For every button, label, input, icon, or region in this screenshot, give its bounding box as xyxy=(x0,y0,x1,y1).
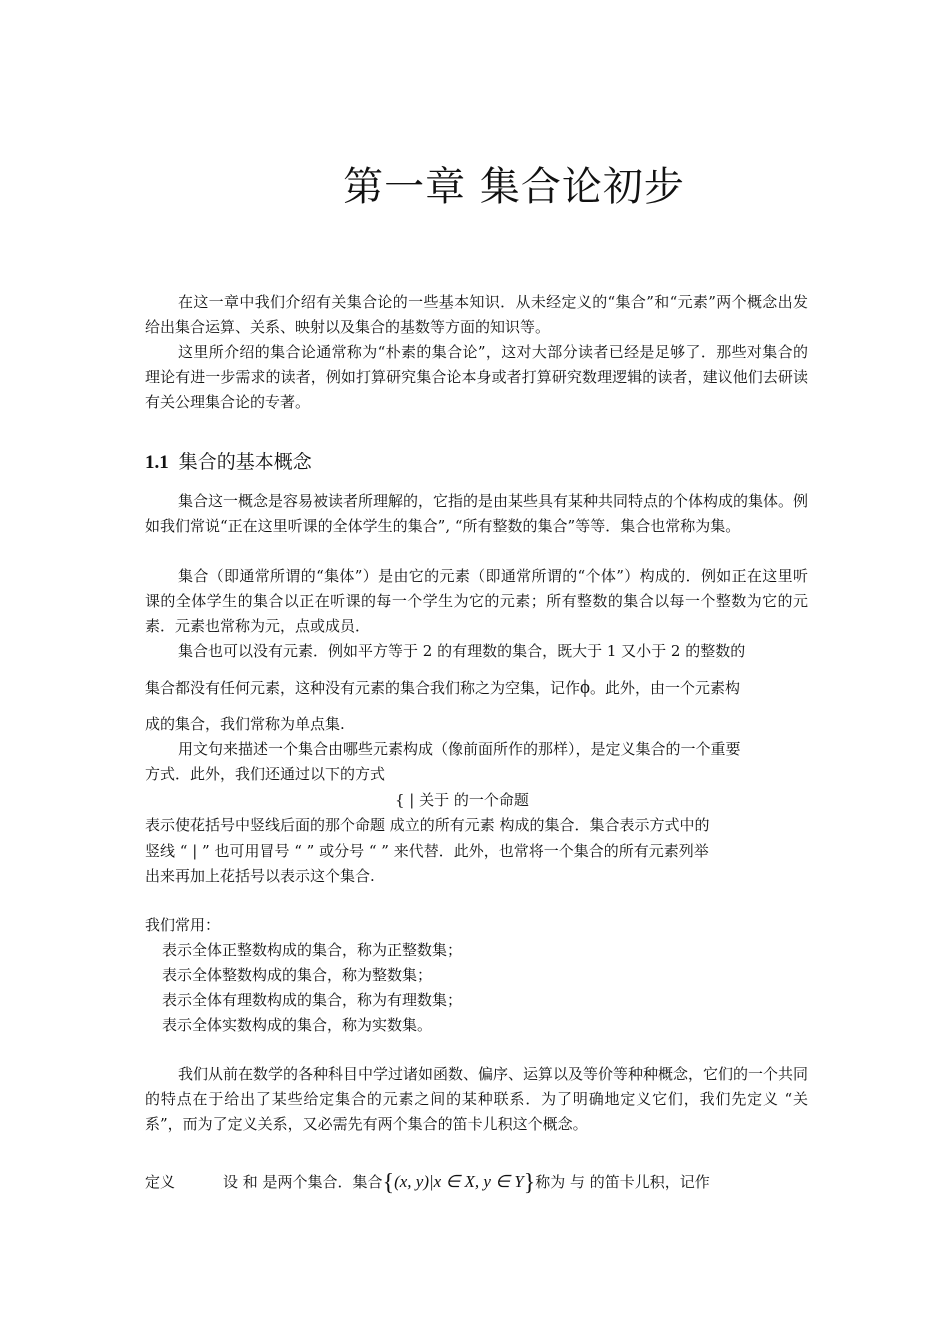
intro-paragraph-2: 这里所介绍的集合论通常称为“朴素的集合论”，这对大部分读者已经是足够了．那些对集合的理论有进一步需求的读者，例如打算研究集合论本身或者打算研究数理逻辑的读者，建议他们去研读有关公理集合论的专著。 xyxy=(145,343,808,411)
intro-paragraph-1: 在这一章中我们介绍有关集合论的一些基本知识．从未经定义的“集合”和“元素”两个概念出发给出集合运算、关系、映射以及集合的基数等方面的知识等。 xyxy=(145,293,808,336)
empty-set-line-2-end: 。此外，由一个元素构 xyxy=(590,679,741,697)
definition-text-a: 设 和 是两个集合．集合 xyxy=(223,1173,383,1191)
empty-set-line-1: 集合也可以没有元素．例如平方等于 2 的有理数的集合，既大于 1 又小于 2 的整数的 xyxy=(178,642,746,660)
brace-close: } xyxy=(523,1170,536,1196)
empty-set-line-3: 成的集合，我们常称为单点集. xyxy=(145,715,345,733)
section-title: 集合的基本概念 xyxy=(178,451,312,473)
section-number: 1.1 xyxy=(145,452,169,473)
empty-set-line-2-text: 集合都没有任何元素，这种没有元素的集合我们称之为空集，记作 xyxy=(145,679,581,697)
common-set-item: 表示全体正整数构成的集合，称为正整数集； xyxy=(162,941,463,959)
description-line-1: 用文句来描述一个集合由哪些元素构成（像前面所作的那样），是定义集合的一个重要 xyxy=(178,740,741,758)
common-sets-heading: 我们常用： xyxy=(145,916,221,934)
description-line-2: 方式．此外，我们还通过以下的方式 xyxy=(145,765,386,783)
empty-set-symbol: ϕ xyxy=(580,677,591,698)
description-line-4: 竖线 “ | ” 也可用冒号 “ ” 或分号 “ ” 来代替．此外，也常将一个集合的所有元素列举 xyxy=(145,842,709,860)
brace-open: { xyxy=(382,1170,395,1196)
chapter-title: 第一章 集合论初步 xyxy=(343,164,685,210)
definition-text-b: 称为 与 的笛卡儿积，记作 xyxy=(535,1173,710,1191)
common-set-item: 表示全体整数构成的集合，称为整数集； xyxy=(162,966,433,984)
cartesian-product-formula: (x, y)|x ∈ X, y ∈ Y xyxy=(394,1172,524,1191)
description-line-5: 出来再加上花括号以表示这个集合. xyxy=(145,867,375,885)
definition-line xyxy=(145,1171,710,1194)
common-set-item: 表示全体有理数构成的集合，称为有理数集； xyxy=(162,991,463,1009)
set-builder-notation: { | 关于 的一个命题 xyxy=(395,791,529,809)
definition-label: 定义 xyxy=(145,1173,176,1191)
description-line-3: 表示使花括号中竖线后面的那个命题 成立的所有元素 构成的集合．集合表示方式中的 xyxy=(145,816,710,834)
body-paragraph-1: 集合这一概念是容易被读者所理解的，它指的是由某些具有某种共同特点的个体构成的集体。例如我们常说“正在这里听课的全体学生的集合”, “所有整数的集合”等等．集合也常称为集。 xyxy=(145,492,809,535)
empty-set-line-2 xyxy=(145,677,740,699)
body-paragraph-2: 集合（即通常所谓的“集体”）是由它的元素（即通常所谓的“个体”）构成的．例如正在这里听课的全体学生的集合以正在听课的每一个学生为它的元素；所有整数的集合以每一个整数为它的元素．元素也常称为元，点或成员． xyxy=(145,567,808,635)
relation-paragraph: 我们从前在数学的各种科目中学过诸如函数、偏序、运算以及等价等种种概念，它们的一个共同的特点在于给出了某些给定集合的元素之间的某种联系．为了明确地定义它们，我们先定义 “关系”，而为了定义关系，又必需先有两个集合的笛卡儿积这个概念。 xyxy=(145,1065,809,1133)
section-heading xyxy=(145,447,312,474)
common-set-item: 表示全体实数构成的集合，称为实数集。 xyxy=(162,1016,433,1034)
